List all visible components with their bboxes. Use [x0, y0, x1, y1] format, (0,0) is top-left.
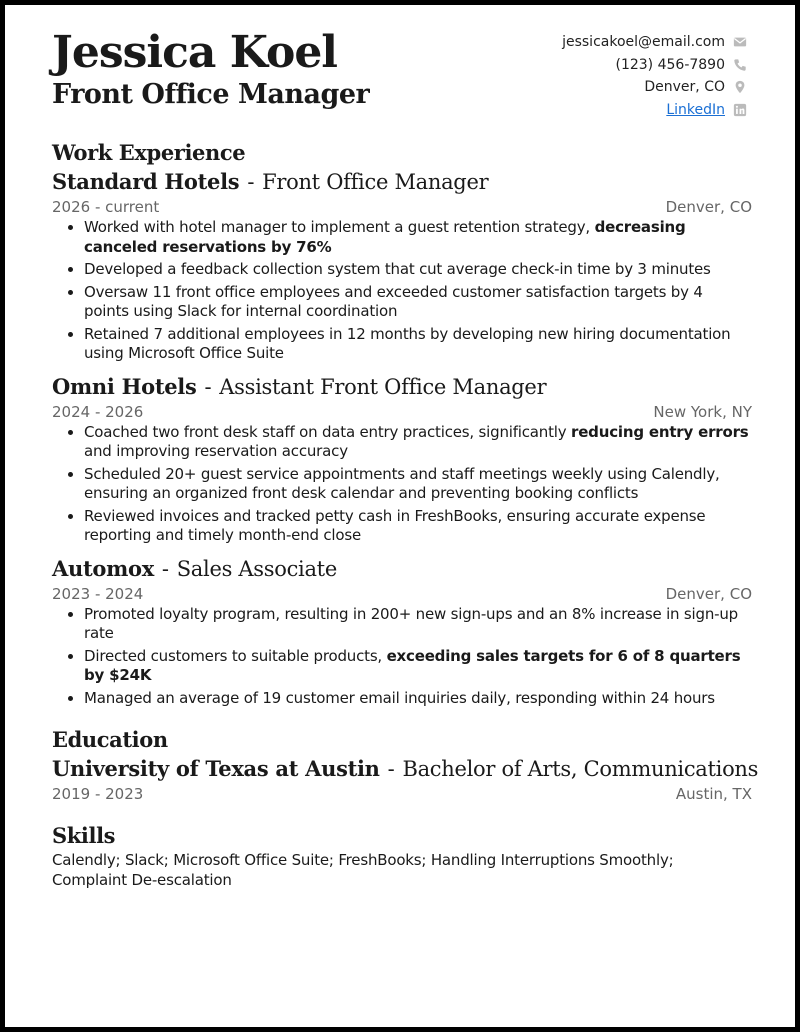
- bullet-item: [84, 689, 752, 709]
- job-meta: [52, 197, 752, 217]
- job-role: Front Office Manager: [262, 170, 489, 194]
- separator: -: [387, 757, 395, 781]
- bullet-text: Developed a feedback collection system that cut average check-in time by 3 minutes: [84, 260, 711, 278]
- phone-icon: [733, 58, 747, 72]
- bullet-text: Coached two front desk staff on data entry practices, significantly: [84, 422, 572, 441]
- bullet-item: [84, 423, 752, 462]
- bullet-item: [84, 507, 752, 546]
- education-location: Austin, TX: [675, 785, 752, 803]
- bullet-text: Managed an average of 19 customer email inquiries daily, responding within 24 hours: [84, 688, 715, 707]
- job-bullets: [52, 423, 752, 546]
- bullet-text-after: and improving reservation accuracy: [84, 442, 348, 460]
- linkedin-link[interactable]: LinkedIn: [666, 101, 725, 118]
- job-meta: [52, 584, 752, 604]
- job-bullets: [52, 218, 752, 364]
- bullet-item: [84, 260, 752, 280]
- job-heading: [52, 167, 752, 197]
- skills-heading: Skills: [52, 823, 116, 848]
- bullet-text: Reviewed invoices and tracked petty cash in FreshBooks, ensuring accurate expense reporting and timely month-end close: [84, 506, 706, 544]
- job-heading: [52, 554, 752, 584]
- education-heading-line: [52, 754, 759, 784]
- bullet-emphasis: reducing entry errors: [571, 422, 749, 441]
- bullet-item: [84, 325, 752, 364]
- job-role: Assistant Front Office Manager: [219, 374, 547, 399]
- linkedin-icon: [733, 103, 747, 117]
- bullet-item: [84, 218, 752, 257]
- job-company: Omni Hotels: [52, 373, 197, 399]
- job-location: Denver, CO: [665, 198, 752, 216]
- section-spacer: [52, 812, 752, 822]
- bullet-text: Oversaw 11 front office employees and exceeded customer satisfaction targets by 4 points using Slack for internal coordination: [84, 282, 703, 320]
- job-entry: [52, 554, 752, 709]
- contact-linkedin: [562, 99, 747, 122]
- bullet-emphasis: exceeding sales targets for 6 of 8 quarters by $24K: [84, 646, 741, 684]
- email-text: jessicakoel@email.com: [562, 34, 725, 50]
- location-text: Denver, CO: [644, 79, 725, 95]
- job-dates: 2024 - 2026: [52, 402, 144, 421]
- school-name: University of Texas at Austin: [52, 756, 380, 781]
- skills-list: Calendly; Slack; Microsoft Office Suite; FreshBooks; Handling Interruptions Smoothly; Complaint De-escalation: [52, 851, 674, 889]
- education-entry: [52, 754, 759, 804]
- job-heading: [52, 372, 752, 402]
- section-spacer: [52, 716, 752, 726]
- job-location: Denver, CO: [665, 584, 752, 603]
- separator: -: [161, 556, 169, 581]
- job-role: Sales Associate: [176, 556, 337, 581]
- job-dates: 2026 - current: [52, 198, 160, 216]
- contact-location: [562, 76, 747, 99]
- candidate-name: Jessica Koel: [52, 27, 338, 78]
- contact-block: [562, 31, 747, 121]
- bullet-text: Retained 7 additional employees in 12 months by developing new hiring documentation using Microsoft Office Suite: [84, 324, 731, 362]
- bullet-emphasis: decreasing canceled reservations by 76%: [84, 218, 686, 256]
- education-meta: [52, 784, 752, 804]
- job-dates: 2023 - 2024: [52, 584, 144, 603]
- bullet-text: Directed customers to suitable products,: [84, 646, 387, 665]
- separator: -: [247, 170, 255, 194]
- bullet-item: [84, 605, 752, 644]
- separator: -: [204, 374, 212, 399]
- bullet-text: Promoted loyalty program, resulting in 200+ new sign-ups and an 8% increase in sign-up rate: [84, 604, 738, 642]
- bullet-item: [84, 465, 752, 504]
- job-location: New York, NY: [653, 402, 752, 421]
- resume-content: [52, 139, 759, 890]
- degree: Bachelor of Arts, Communications: [402, 757, 759, 781]
- phone-text: (123) 456-7890: [615, 56, 725, 73]
- contact-phone: [562, 54, 747, 77]
- education-dates: 2019 - 2023: [52, 785, 144, 803]
- work-experience-heading: Work Experience: [52, 140, 246, 165]
- job-bullets: [52, 605, 752, 709]
- education-heading: Education: [52, 727, 168, 752]
- bullet-text: Scheduled 20+ guest service appointments and staff meetings weekly using Calendly, ensuring an organized front desk calendar and preventing booking conflicts: [84, 464, 720, 502]
- bullet-item: [84, 647, 752, 686]
- job-entry: [52, 372, 752, 546]
- contact-email: [562, 31, 747, 54]
- resume-page: [5, 5, 795, 1027]
- candidate-title: Front Office Manager: [52, 79, 370, 110]
- bullet-item: [84, 283, 752, 322]
- envelope-icon: [733, 35, 747, 49]
- location-pin-icon: [733, 80, 747, 94]
- job-entry: [52, 167, 752, 364]
- job-company: Standard Hotels: [52, 169, 240, 194]
- job-company: Automox: [52, 555, 154, 581]
- job-meta: [52, 402, 752, 422]
- bullet-text: Worked with hotel manager to implement a guest retention strategy,: [84, 218, 595, 236]
